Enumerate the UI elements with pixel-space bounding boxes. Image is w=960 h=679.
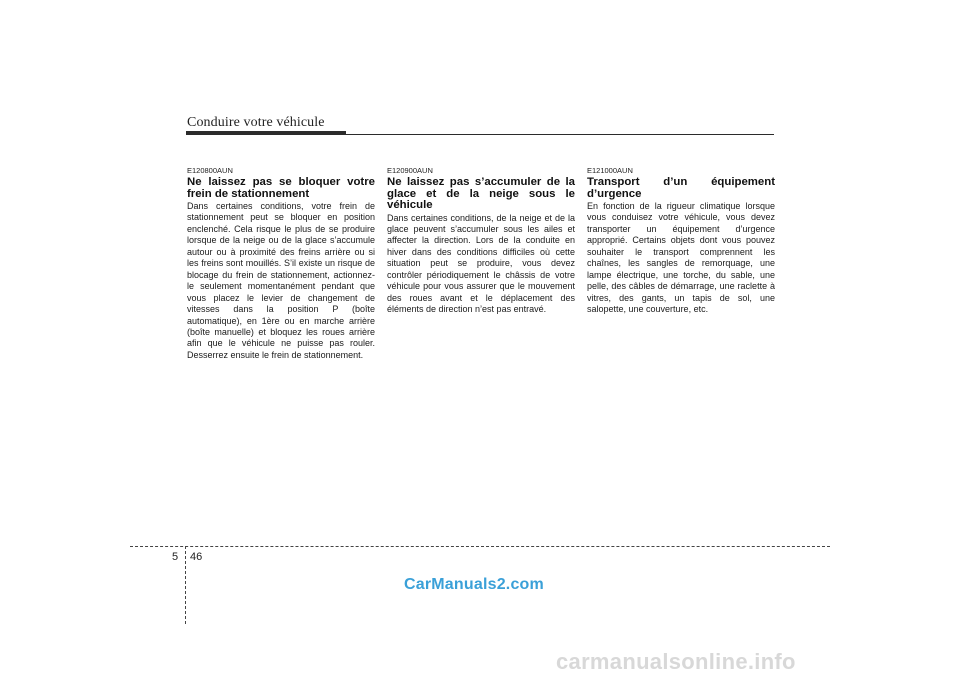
section-ice-snow xyxy=(387,166,575,316)
section-body: En fonction de la rigueur climatique lorsque vous conduisez votre véhicule, vous devez transporter un équipement d’urgence approprié. Certains objets dont vous pouvez souhaiter le transport comprennent les chaînes, les sangles de remorquage, une lampe électrique, une torche, du sable, une pelle, des câbles de démarrage, une raclette à vitres, des gants, un tapis de sol, une salopette, une couverture, etc. xyxy=(587,201,775,315)
footer-dashed-divider xyxy=(185,546,186,624)
page-number: 46 xyxy=(190,551,203,563)
section-emergency-equipment xyxy=(587,166,775,316)
page-header-title: Conduire votre véhicule xyxy=(187,115,325,130)
watermark-carmanualsonline: carmanualsonline.info xyxy=(556,649,796,674)
section-body: Dans certaines conditions, votre frein de stationnement peut se bloquer en position enclenché. Cela risque le plus de se produire lorsque de la neige ou de la glace s’accumule autour ou à proximité des freins arrière ou si les freins sont mouillés. S’il existe un risque de blocage du frein de stationnement, actionnez-le seulement momentanément pendant que vous placez le levier de changement de vitesses dans la position P (boîte automatique), en 1ère ou en marche arrière (boîte manuelle) et bloquez les roues arrière afin que le véhicule ne puisse pas rouler. Desserrez ensuite le frein de stationnement. xyxy=(187,201,375,360)
section-code: E120800AUN xyxy=(187,166,233,175)
section-code: E120900AUN xyxy=(387,166,433,175)
section-heading: Ne laissez pas se bloquer votre frein de stationnement xyxy=(187,176,375,200)
section-parking-brake xyxy=(187,166,375,361)
chapter-number: 5 xyxy=(172,551,179,563)
section-body: Dans certaines conditions, de la neige et de la glace peuvent s’accumuler sous les ailes et affecter la direction. Lors de la conduite en hiver dans des conditions difficiles où cette situation peut se produire, vous devez contrôler périodiquement le châssis de votre véhicule pour vous assurer que le mouvement des roues avant et le déplacement des éléments de direction n’est pas entravé. xyxy=(387,212,575,315)
header-rule-thin xyxy=(186,134,774,135)
section-code: E121000AUN xyxy=(587,166,633,175)
section-heading: Ne laissez pas s’accumuler de la glace et de la neige sous le véhicule xyxy=(387,176,575,211)
footer-dashed-rule xyxy=(130,546,830,547)
watermark-carmanuals2: CarManuals2.com xyxy=(404,576,544,593)
section-heading: Transport d’un équipement d’urgence xyxy=(587,176,775,200)
